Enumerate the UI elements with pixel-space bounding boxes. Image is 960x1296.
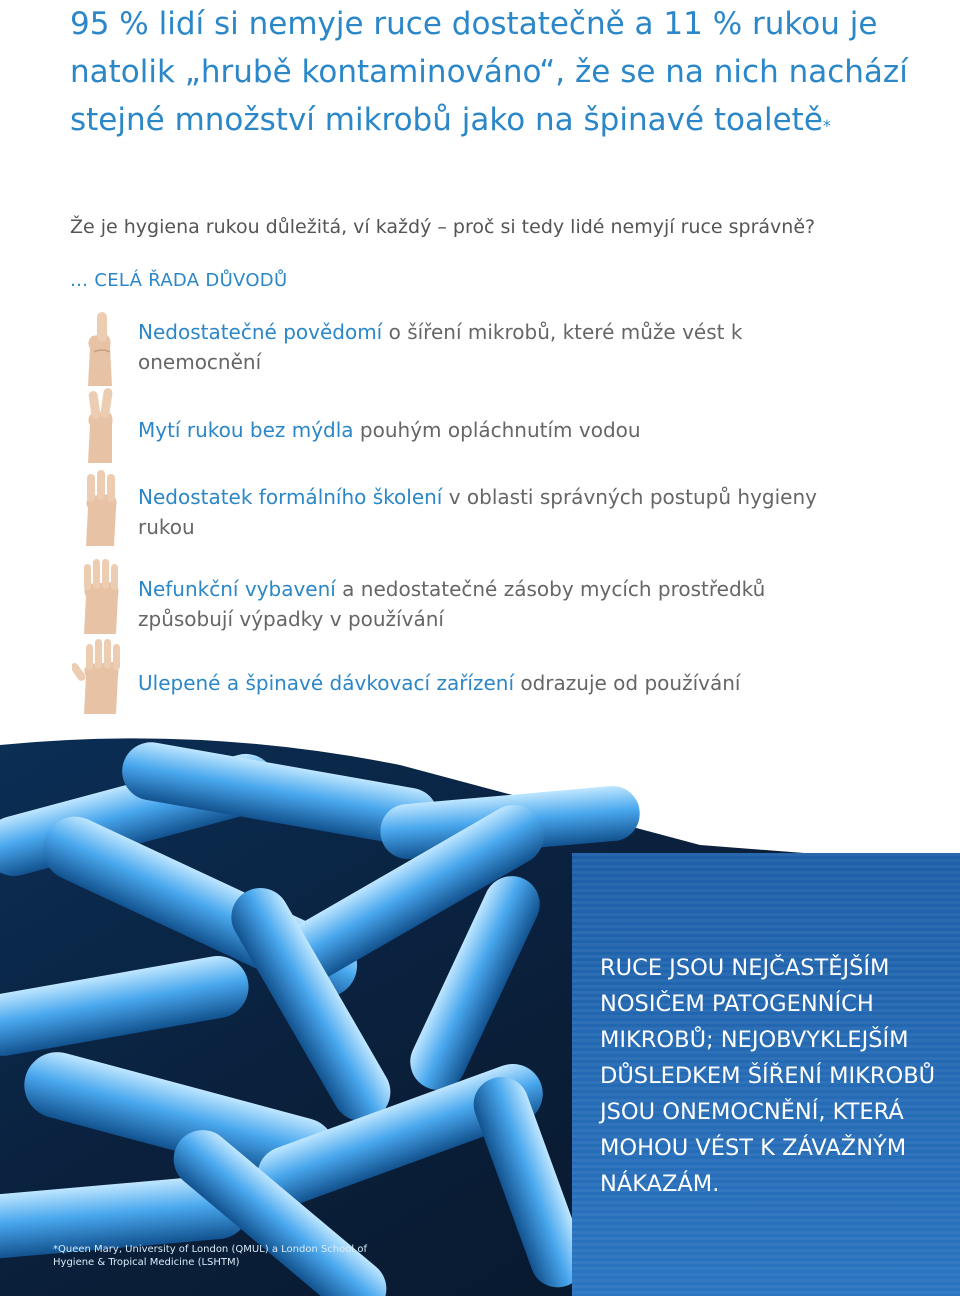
page-headline bbox=[70, 0, 930, 144]
reason-highlight: Nedostatek formálního školení bbox=[138, 485, 443, 509]
reason-rest: odrazuje od používání bbox=[514, 671, 741, 695]
reason-item bbox=[138, 415, 858, 445]
four-fingers-hand-icon bbox=[76, 556, 126, 634]
three-fingers-hand-icon bbox=[76, 468, 126, 546]
reason-highlight: Mytí rukou bez mýdla bbox=[138, 418, 354, 442]
reason-item bbox=[138, 482, 858, 542]
reason-highlight: Nefunkční vybavení bbox=[138, 577, 336, 601]
headline-footnote-mark: * bbox=[822, 116, 831, 135]
reasons-title: … CELÁ ŘADA DŮVODŮ bbox=[70, 270, 288, 291]
five-fingers-hand-icon bbox=[72, 636, 128, 714]
reason-rest: pouhým opláchnutím vodou bbox=[353, 418, 641, 442]
callout-text: RUCE JSOU NEJČASTĚJŠÍM NOSIČEM PATOGENNÍCH MIKROBŮ; NEJOBVYKLEJŠÍM DŮSLEDKEM ŠÍŘENÍ MIKROBŮ JSOU ONEMOCNĚNÍ, KTERÁ MOHOU VÉST K ZÁVAŽNÝM NÁKAZÁM. bbox=[600, 955, 936, 1197]
reason-highlight: Nedostatečné povědomí bbox=[138, 320, 383, 344]
reason-rest: a nedostatečné zásoby mycích prostředků způsobují výpadky v používání bbox=[138, 577, 766, 631]
two-fingers-hand-icon bbox=[76, 385, 126, 463]
reason-rest: v oblasti správných postupů hygieny rukou bbox=[138, 485, 817, 539]
footnote: *Queen Mary, University of London (QMUL) a London School of Hygiene & Tropical Medicine (LSHTM) bbox=[53, 1244, 367, 1268]
reason-highlight: Ulepené a špinavé dávkovací zařízení bbox=[138, 671, 515, 695]
headline-text: 95 % lidí si nemyje ruce dostatečně a 11 % rukou je natolik „hrubě kontaminováno“, že se na nich nachází stejné množství mikrobů jako na špinavé toaletě bbox=[70, 6, 908, 138]
reason-item bbox=[138, 668, 858, 698]
reason-rest: o šíření mikrobů, které může vést k onemocnění bbox=[138, 320, 743, 374]
reason-item bbox=[138, 574, 858, 634]
reason-item bbox=[138, 317, 858, 377]
one-finger-hand-icon bbox=[76, 308, 126, 386]
intro-question: Že je hygiena rukou důležitá, ví každý – proč si tedy lidé nemyjí ruce správně? bbox=[70, 216, 816, 238]
